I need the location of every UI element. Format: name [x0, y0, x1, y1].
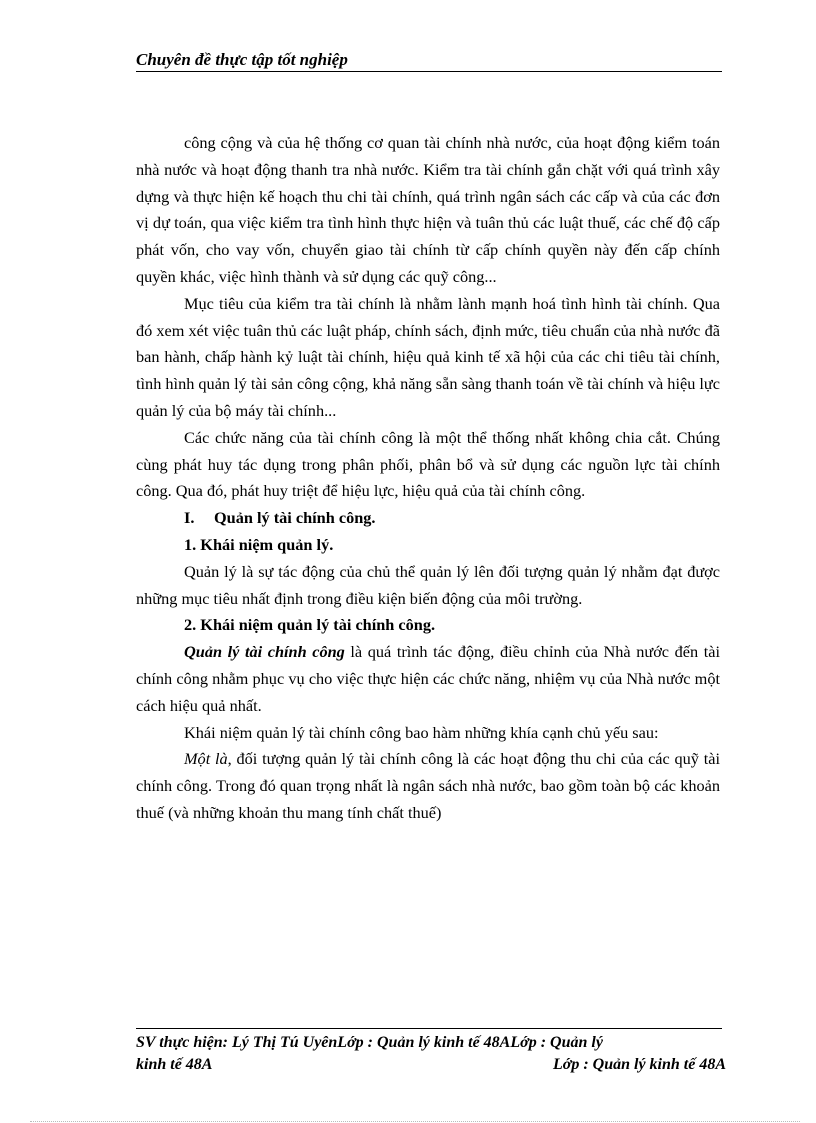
paragraph-kiem-tra-continued: công cộng và của hệ thống cơ quan tài chính nhà nước, của hoạt động kiểm toán nhà nước và hoạt động thanh tra nhà nước. Kiểm tra tài chính gắn chặt với quá trình xây dựng và thực hiện kế hoạch thu chi tài chính, quá trình ngân sách các cấp và của các đơn vị dự toán, qua việc kiểm tra tình hình thực hiện và tuân thủ các luật thuế, các chế độ cấp phát vốn, cho vay vốn, chuyển giao tài chính từ cấp chính quyền này đến cấp chính quyền khác, việc hình thành và sử dụng các quỹ công...: [136, 133, 720, 286]
header-title: Chuyên đề thực tập tốt nghiệp: [136, 50, 348, 69]
footer-line-2-right: Lớp : Quản lý kinh tế 48A: [552, 1056, 726, 1073]
list-text: , đối tượng quản lý tài chính công là các hoạt động thu chi của các quỹ tài chính công. Trong đó quan trọng nhất là ngân sách nhà nước, bao gồm toàn bộ các khoản thuế (và những khoản thu mang tính chất thuế): [136, 749, 720, 822]
section-number: I.: [184, 508, 195, 528]
definition-text: là quá trình tác động, điều chỉnh của Nhà nước đến tài chính công nhằm phục vụ cho việc thực hiện các chức năng, nhiệm vụ của Nhà nước một cách hiệu quả nhất.: [136, 642, 720, 715]
footer-divider: [136, 1028, 722, 1029]
subheading-khai-niem-qltcc: 2. Khái niệm quản lý tài chính công.: [184, 615, 436, 635]
section-heading-quan-ly-tai-chinh-cong: [136, 505, 720, 532]
page-bottom-border: [30, 1121, 800, 1122]
paragraph-chuc-nang: Các chức năng của tài chính công là một thể thống nhất không chia cắt. Chúng cùng phát huy tác dụng trong phân phối, phân bổ và sử dụng các nguồn lực tài chính công. Qua đó, phát huy triệt để hiệu lực, hiệu quả của tài chính công.: [136, 427, 720, 501]
footer-line-2-left: kinh tế 48A: [136, 1056, 213, 1073]
paragraph-mot-la: [136, 746, 720, 826]
footer-line-2: [136, 1054, 726, 1076]
page-footer: [136, 1032, 726, 1076]
paragraph-dinh-nghia-qltcc: [136, 639, 720, 719]
list-lead: Một là: [184, 749, 228, 769]
subheading-khai-niem-quan-ly: 1. Khái niệm quản lý.: [184, 534, 334, 554]
document-body: [136, 130, 720, 827]
header-divider: [136, 71, 722, 72]
footer-line-1: SV thực hiện: Lý Thị Tú UyênLớp : Quản lý kinh tế 48ALớp : Quản lý: [136, 1034, 603, 1051]
paragraph-dinh-nghia-quan-ly: Quản lý là sự tác động của chủ thể quản lý lên đối tượng quản lý nhằm đạt được những mục tiêu nhất định trong điều kiện biến động của môi trường.: [136, 561, 720, 608]
section-title: Quản lý tài chính công.: [214, 508, 376, 528]
page-header: [136, 49, 722, 71]
defined-term: Quản lý tài chính công: [184, 642, 345, 662]
paragraph-muc-tieu: Mục tiêu của kiểm tra tài chính là nhằm lành mạnh hoá tình hình tài chính. Qua đó xem xét việc tuân thủ các luật pháp, chính sách, định mức, tiêu chuẩn của nhà nước đã ban hành, chấp hành kỷ luật tài chính, hiệu quả kinh tế xã hội của các chi tiêu tài chính, tình hình quản lý tài sản công cộng, khả năng sẵn sàng thanh toán về tài chính và hiệu lực quản lý của bộ máy tài chính...: [136, 293, 720, 420]
paragraph-khia-canh: Khái niệm quản lý tài chính công bao hàm những khía cạnh chủ yếu sau:: [184, 722, 659, 742]
